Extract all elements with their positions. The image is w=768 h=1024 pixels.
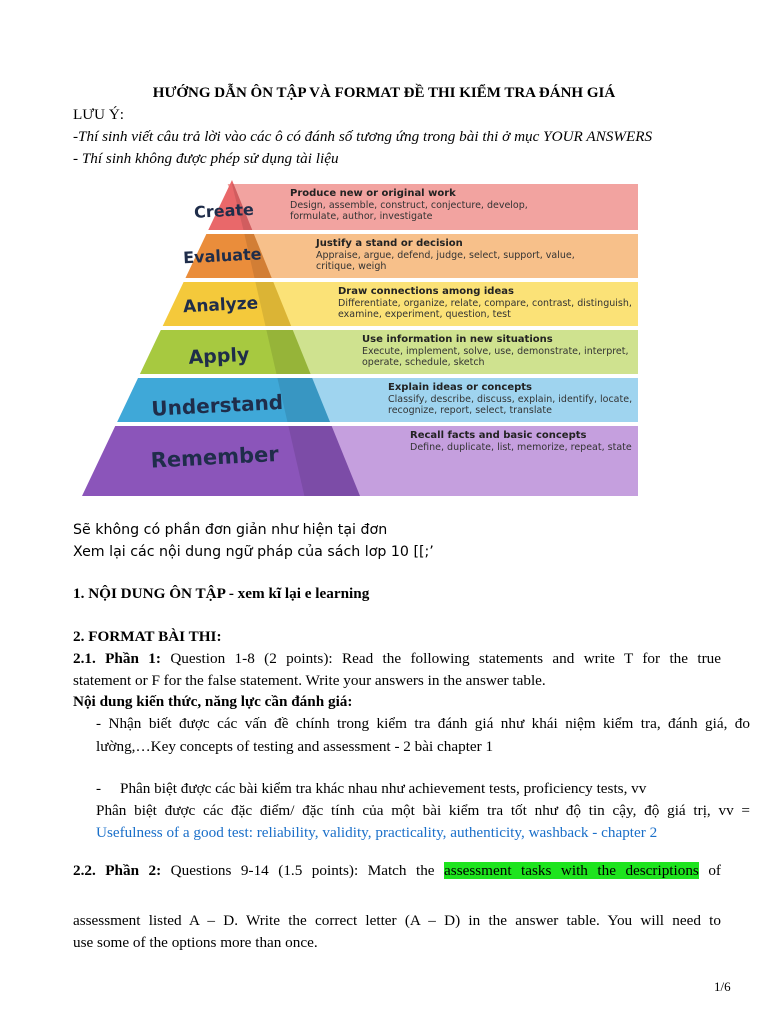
pyramid-level-evaluate [183, 234, 638, 278]
document-title: HƯỚNG DẪN ÔN TẬP VÀ FORMAT ĐỀ THI KIỂM TRA ĐÁNH GIÁ [152, 85, 616, 101]
section-1-title: 1. NỘI DUNG ÔN TẬP - xem kĩ lại e learning [73, 585, 370, 602]
pyramid-level-analyze [163, 282, 638, 326]
pyramid-level-remember [82, 426, 638, 496]
level-desc-1-apply: Execute, implement, solve, use, demonstrate, interpret, [362, 346, 629, 357]
part-2-line-2: assessment listed A – D. Write the correct letter (A – D) in the answer table. You will need to [73, 912, 721, 929]
bullet-1-line-2: lường,…Key concepts of testing and assessment - 2 bài chapter 1 [96, 738, 494, 755]
level-heading-understand: Explain ideas or concepts [388, 382, 532, 393]
part-2-label: 2.2. Phần 2: [73, 862, 162, 879]
pyramid-level-understand [117, 378, 638, 422]
part-2-highlight: assessment tasks with the descriptions [444, 862, 699, 879]
note-label: LƯU Ý: [73, 106, 125, 123]
level-heading-remember: Recall facts and basic concepts [410, 430, 587, 441]
level-desc-1-analyze: Differentiate, organize, relate, compare, contrast, distinguish, [338, 298, 632, 309]
intro-line-2: Xem lại các nội dung ngữ pháp của sách lơp 10 [[;’ [73, 544, 434, 560]
level-name-create: Create [193, 199, 255, 222]
level-desc-2-evaluate: critique, weigh [316, 261, 387, 272]
part-1-line-2: statement or F for the false statement. Write your answers in the answer table. [73, 672, 546, 689]
level-name-evaluate: Evaluate [182, 244, 262, 268]
pyramid-level-create [194, 180, 638, 230]
level-heading-analyze: Draw connections among ideas [338, 286, 514, 297]
page-number: 1/6 [714, 979, 731, 994]
level-desc-1-create: Design, assemble, construct, conjecture, develop, [290, 200, 528, 211]
competency-title: Nội dung kiến thức, năng lực cần đánh giá: [73, 693, 353, 710]
level-heading-evaluate: Justify a stand or decision [316, 238, 463, 249]
bullet-2-text: Phân biệt được các bài kiểm tra khác nhau như achievement tests, proficiency tests, vv [120, 780, 647, 797]
part-2-text-a: Questions 9-14 (1.5 points): Match the [161, 862, 445, 879]
bullet-3-line-1: Phân biệt được các đặc điểm/ đặc tính của một bài kiểm tra tốt như độ tin cậy, độ giá trị, vv = [96, 802, 750, 819]
level-desc-1-evaluate: Appraise, argue, defend, judge, select, support, value, [316, 250, 575, 261]
bullet-1-line-1: - Nhận biết được các vấn đề chính trong kiểm tra đánh giá như khái niệm kiểm tra, đánh giá, đo [96, 715, 750, 732]
part-2-line-3: use some of the options more than once. [73, 934, 318, 951]
bullet-2-dash: - [96, 780, 102, 797]
part-1-text: Question 1-8 (2 points): Read the following statements and write T for the true [160, 650, 721, 667]
level-heading-apply: Use information in new situations [362, 334, 553, 345]
level-name-remember: Remember [150, 441, 280, 473]
level-desc-1-understand: Classify, describe, discuss, explain, identify, locate, [388, 394, 633, 405]
level-desc-2-analyze: examine, experiment, question, test [338, 309, 511, 320]
part-1-label: 2.1. Phần 1: [73, 650, 161, 667]
note-1: -Thí sinh viết câu trả lời vào các ô có đánh số tương ứng trong bài thi ở mục YOUR ANSWERS [73, 128, 653, 145]
bloom-taxonomy-pyramid [0, 178, 768, 508]
level-desc-2-understand: recognize, report, select, translate [388, 405, 552, 416]
bullet-3-line-2: Usefulness of a good test: reliability, validity, practicality, authenticity, washback - chapter 2 [96, 824, 658, 841]
intro-line-1: Sẽ không có phần đơn giản như hiện tại đơn [73, 522, 388, 538]
level-name-apply: Apply [188, 343, 250, 369]
level-heading-create: Produce new or original work [290, 188, 456, 199]
part-2-line-1 [73, 861, 721, 881]
level-name-analyze: Analyze [182, 293, 259, 318]
pyramid-level-apply [140, 330, 638, 374]
note-2: - Thí sinh không được phép sử dụng tài liệu [73, 150, 339, 167]
level-desc-2-create: formulate, author, investigate [290, 211, 433, 222]
section-2-title: 2. FORMAT BÀI THI: [73, 628, 222, 645]
part-2-text-b: of [698, 862, 721, 879]
level-desc-2-apply: operate, schedule, sketch [362, 357, 485, 368]
part-1-line-1 [73, 649, 721, 669]
level-desc-1-remember: Define, duplicate, list, memorize, repeat, state [410, 442, 632, 453]
level-name-understand: Understand [150, 389, 284, 421]
